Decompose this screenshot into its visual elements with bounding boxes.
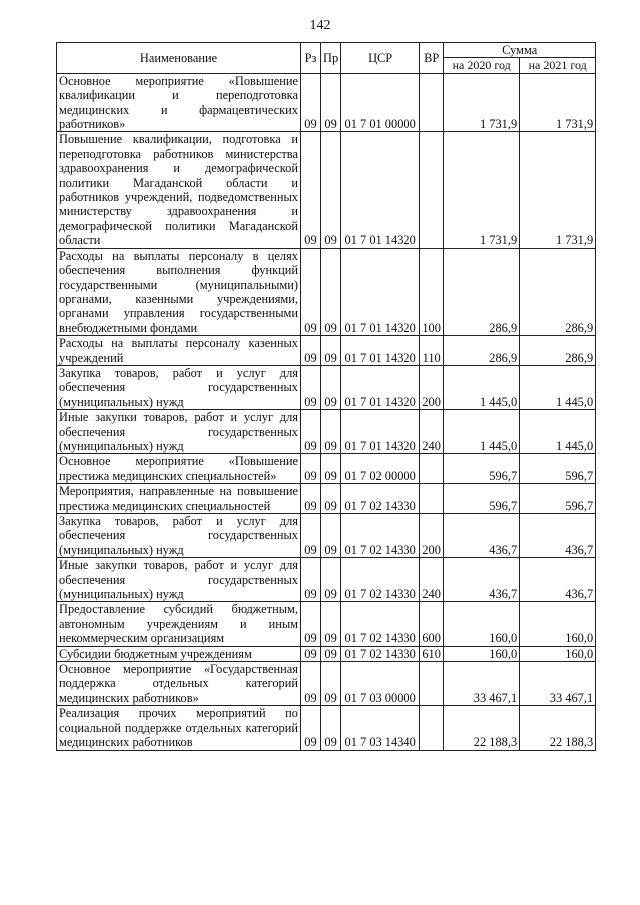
header-year-2021: на 2021 год (520, 58, 596, 73)
row-vr: 240 (420, 410, 444, 454)
table-header (57, 43, 596, 74)
row-name: Расходы на выплаты персоналу в целях обеспечения выполнения функций государственными (муниципальными) органами, казенными учреждениями, органами управления государственными внебюджетными фондами (57, 248, 301, 335)
table-row (57, 514, 596, 558)
row-pr: 09 (321, 646, 341, 661)
row-name: Субсидии бюджетным учреждениям (57, 646, 301, 661)
budget-table (56, 42, 596, 751)
table-row (57, 410, 596, 454)
row-csr: 01 7 02 14330 (341, 558, 420, 602)
row-sum-2021: 436,7 (520, 558, 596, 602)
table-row (57, 484, 596, 514)
row-sum-2020: 160,0 (444, 646, 520, 661)
row-sum-2020: 1 731,9 (444, 73, 520, 132)
row-rz: 09 (301, 602, 321, 646)
row-rz: 09 (301, 514, 321, 558)
row-pr: 09 (321, 558, 341, 602)
row-pr: 09 (321, 706, 341, 750)
row-pr: 09 (321, 662, 341, 706)
row-sum-2021: 436,7 (520, 514, 596, 558)
row-vr: 600 (420, 602, 444, 646)
row-sum-2021: 1 445,0 (520, 365, 596, 409)
row-pr: 09 (321, 365, 341, 409)
row-csr: 01 7 02 14330 (341, 514, 420, 558)
row-sum-2021: 286,9 (520, 336, 596, 366)
header-name: Наименование (57, 43, 301, 74)
row-sum-2020: 1 445,0 (444, 410, 520, 454)
row-name: Повышение квалификации, подготовка и переподготовка работников министерства здравоохранения и демографической политики Магаданской области и работников учреждений, подведомственных министерству здравоохранения и демографической политики Магаданской области (57, 132, 301, 248)
row-sum-2021: 596,7 (520, 484, 596, 514)
row-sum-2020: 286,9 (444, 336, 520, 366)
table-row (57, 248, 596, 335)
row-rz: 09 (301, 454, 321, 484)
row-name: Иные закупки товаров, работ и услуг для обеспечения государственных (муниципальных) нужд (57, 410, 301, 454)
row-rz: 09 (301, 365, 321, 409)
row-sum-2020: 1 731,9 (444, 132, 520, 248)
row-sum-2021: 160,0 (520, 646, 596, 661)
row-csr: 01 7 01 00000 (341, 73, 420, 132)
table-row (57, 365, 596, 409)
row-sum-2020: 436,7 (444, 514, 520, 558)
row-rz: 09 (301, 73, 321, 132)
row-sum-2021: 1 445,0 (520, 410, 596, 454)
table-row (57, 336, 596, 366)
header-vr: ВР (420, 43, 444, 74)
table-row (57, 132, 596, 248)
row-pr: 09 (321, 514, 341, 558)
table-row (57, 646, 596, 661)
row-name: Предоставление субсидий бюджетным, автономным учреждениям и иным некоммерческим организациям (57, 602, 301, 646)
row-vr (420, 73, 444, 132)
row-name: Мероприятия, направленные на повышение престижа медицинских специальностей (57, 484, 301, 514)
row-sum-2020: 596,7 (444, 454, 520, 484)
row-name: Основное мероприятие «Повышение престижа медицинских специальностей» (57, 454, 301, 484)
row-csr: 01 7 02 14330 (341, 646, 420, 661)
row-rz: 09 (301, 410, 321, 454)
row-csr: 01 7 02 14330 (341, 484, 420, 514)
row-sum-2020: 596,7 (444, 484, 520, 514)
row-sum-2021: 596,7 (520, 454, 596, 484)
row-rz: 09 (301, 558, 321, 602)
row-rz: 09 (301, 484, 321, 514)
row-vr: 100 (420, 248, 444, 335)
row-csr: 01 7 03 14340 (341, 706, 420, 750)
row-rz: 09 (301, 662, 321, 706)
row-rz: 09 (301, 248, 321, 335)
row-csr: 01 7 01 14320 (341, 410, 420, 454)
table-row (57, 602, 596, 646)
row-vr (420, 706, 444, 750)
table-row (57, 558, 596, 602)
row-csr: 01 7 01 14320 (341, 336, 420, 366)
row-vr (420, 662, 444, 706)
row-csr: 01 7 02 00000 (341, 454, 420, 484)
row-pr: 09 (321, 73, 341, 132)
header-pr: Пр (321, 43, 341, 74)
row-rz: 09 (301, 336, 321, 366)
header-csr: ЦСР (341, 43, 420, 74)
row-pr: 09 (321, 454, 341, 484)
row-name: Основное мероприятие «Повышение квалификации и переподготовка медицинских и фармацевтических работников» (57, 73, 301, 132)
row-pr: 09 (321, 132, 341, 248)
row-name: Расходы на выплаты персоналу казенных учреждений (57, 336, 301, 366)
page-number: 142 (309, 18, 331, 33)
row-vr: 240 (420, 558, 444, 602)
header-sum: Сумма (444, 43, 596, 58)
row-pr: 09 (321, 336, 341, 366)
row-sum-2020: 22 188,3 (444, 706, 520, 750)
row-sum-2021: 286,9 (520, 248, 596, 335)
row-vr (420, 132, 444, 248)
row-csr: 01 7 01 14320 (341, 132, 420, 248)
row-rz: 09 (301, 706, 321, 750)
row-sum-2020: 436,7 (444, 558, 520, 602)
row-vr: 610 (420, 646, 444, 661)
row-pr: 09 (321, 410, 341, 454)
table-body (57, 73, 596, 750)
row-name: Реализация прочих мероприятий по социальной поддержке отдельных категорий медицинских работников (57, 706, 301, 750)
row-name: Закупка товаров, работ и услуг для обеспечения государственных (муниципальных) нужд (57, 514, 301, 558)
row-name: Основное мероприятие «Государственная поддержка отдельных категорий медицинских работников» (57, 662, 301, 706)
row-pr: 09 (321, 602, 341, 646)
table-row (57, 706, 596, 750)
row-sum-2021: 1 731,9 (520, 132, 596, 248)
table-row (57, 662, 596, 706)
row-vr (420, 454, 444, 484)
row-vr: 200 (420, 514, 444, 558)
row-vr: 200 (420, 365, 444, 409)
row-pr: 09 (321, 248, 341, 335)
row-csr: 01 7 01 14320 (341, 248, 420, 335)
row-pr: 09 (321, 484, 341, 514)
table-row (57, 73, 596, 132)
row-sum-2020: 33 467,1 (444, 662, 520, 706)
table-row (57, 454, 596, 484)
row-sum-2021: 33 467,1 (520, 662, 596, 706)
row-vr: 110 (420, 336, 444, 366)
row-csr: 01 7 02 14330 (341, 602, 420, 646)
row-sum-2020: 286,9 (444, 248, 520, 335)
row-csr: 01 7 03 00000 (341, 662, 420, 706)
header-year-2020: на 2020 год (444, 58, 520, 73)
row-rz: 09 (301, 132, 321, 248)
header-rz: Рз (301, 43, 321, 74)
row-sum-2021: 1 731,9 (520, 73, 596, 132)
row-sum-2020: 1 445,0 (444, 365, 520, 409)
row-rz: 09 (301, 646, 321, 661)
row-name: Закупка товаров, работ и услуг для обеспечения государственных (муниципальных) нужд (57, 365, 301, 409)
row-sum-2021: 160,0 (520, 602, 596, 646)
row-sum-2020: 160,0 (444, 602, 520, 646)
row-csr: 01 7 01 14320 (341, 365, 420, 409)
row-sum-2021: 22 188,3 (520, 706, 596, 750)
row-name: Иные закупки товаров, работ и услуг для обеспечения государственных (муниципальных) нужд (57, 558, 301, 602)
row-vr (420, 484, 444, 514)
